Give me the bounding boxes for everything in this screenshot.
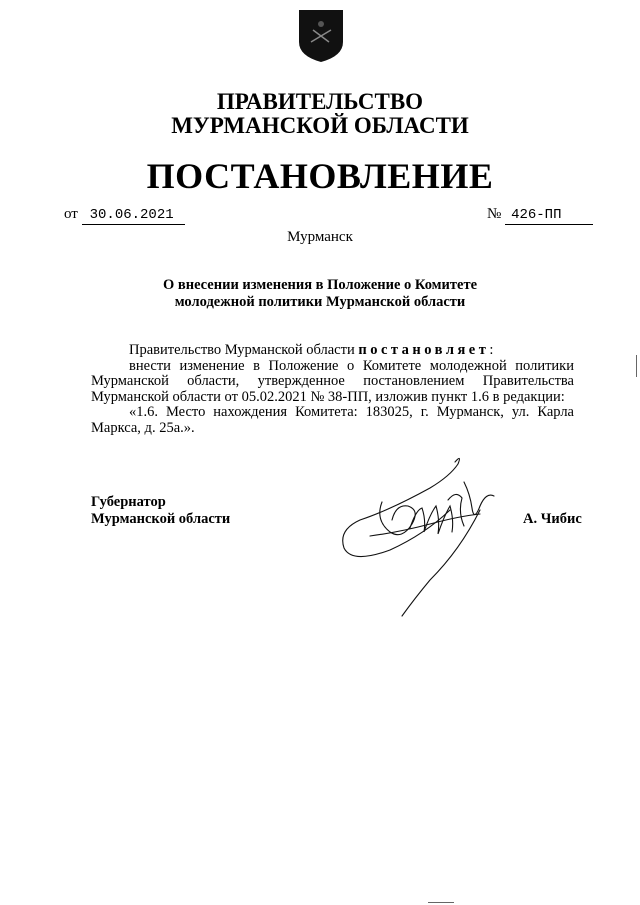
org-name-line2: МУРМАНСКОЙ ОБЛАСТИ: [171, 113, 469, 138]
city: Мурманск: [287, 229, 353, 245]
document-title-line2: молодежной политики Мурманской области: [174, 294, 466, 310]
intro-suffix: :: [489, 342, 494, 358]
handwritten-signature: [330, 440, 520, 625]
amendment-paragraph: внести изменение в Положение о Комитете молодежной политики Мурманской области, утвержденное постановлением Правительства Мурманской области от 05.02.2021 № 38-ПП, изложив пункт 1.6 в редакции:: [91, 357, 574, 405]
org-name-line1: ПРАВИТЕЛЬСТВО: [216, 89, 424, 114]
document-type: ПОСТАНОВЛЕНИЕ: [146, 156, 494, 196]
document-title-line1: О внесении изменения в Положение о Комитете: [162, 277, 478, 293]
number-prefix: №: [487, 206, 502, 222]
number-block: [487, 205, 593, 225]
date-prefix: от: [64, 206, 78, 222]
scan-edge-mark: [636, 355, 637, 377]
decree-verb: постановляет: [358, 342, 490, 358]
coat-of-arms-emblem: [297, 8, 345, 64]
signatory-name: А. Чибис: [523, 511, 582, 527]
new-clause-paragraph: «1.6. Место нахождения Комитета: 183025, г. Мурманск, ул. Карла Маркса, д. 25а.».: [91, 404, 574, 436]
document-body: [91, 343, 574, 436]
date-block: [64, 205, 185, 225]
signatory-position-line1: Губернатор: [91, 494, 166, 510]
intro-paragraph: [91, 343, 574, 359]
document-number: 426-ПП: [505, 206, 593, 225]
document-date: 30.06.2021: [82, 206, 185, 225]
scan-edge-mark: [428, 902, 454, 903]
intro-prefix: Правительство Мурманской области: [129, 342, 355, 358]
signatory-position-line2: Мурманской области: [91, 511, 231, 527]
